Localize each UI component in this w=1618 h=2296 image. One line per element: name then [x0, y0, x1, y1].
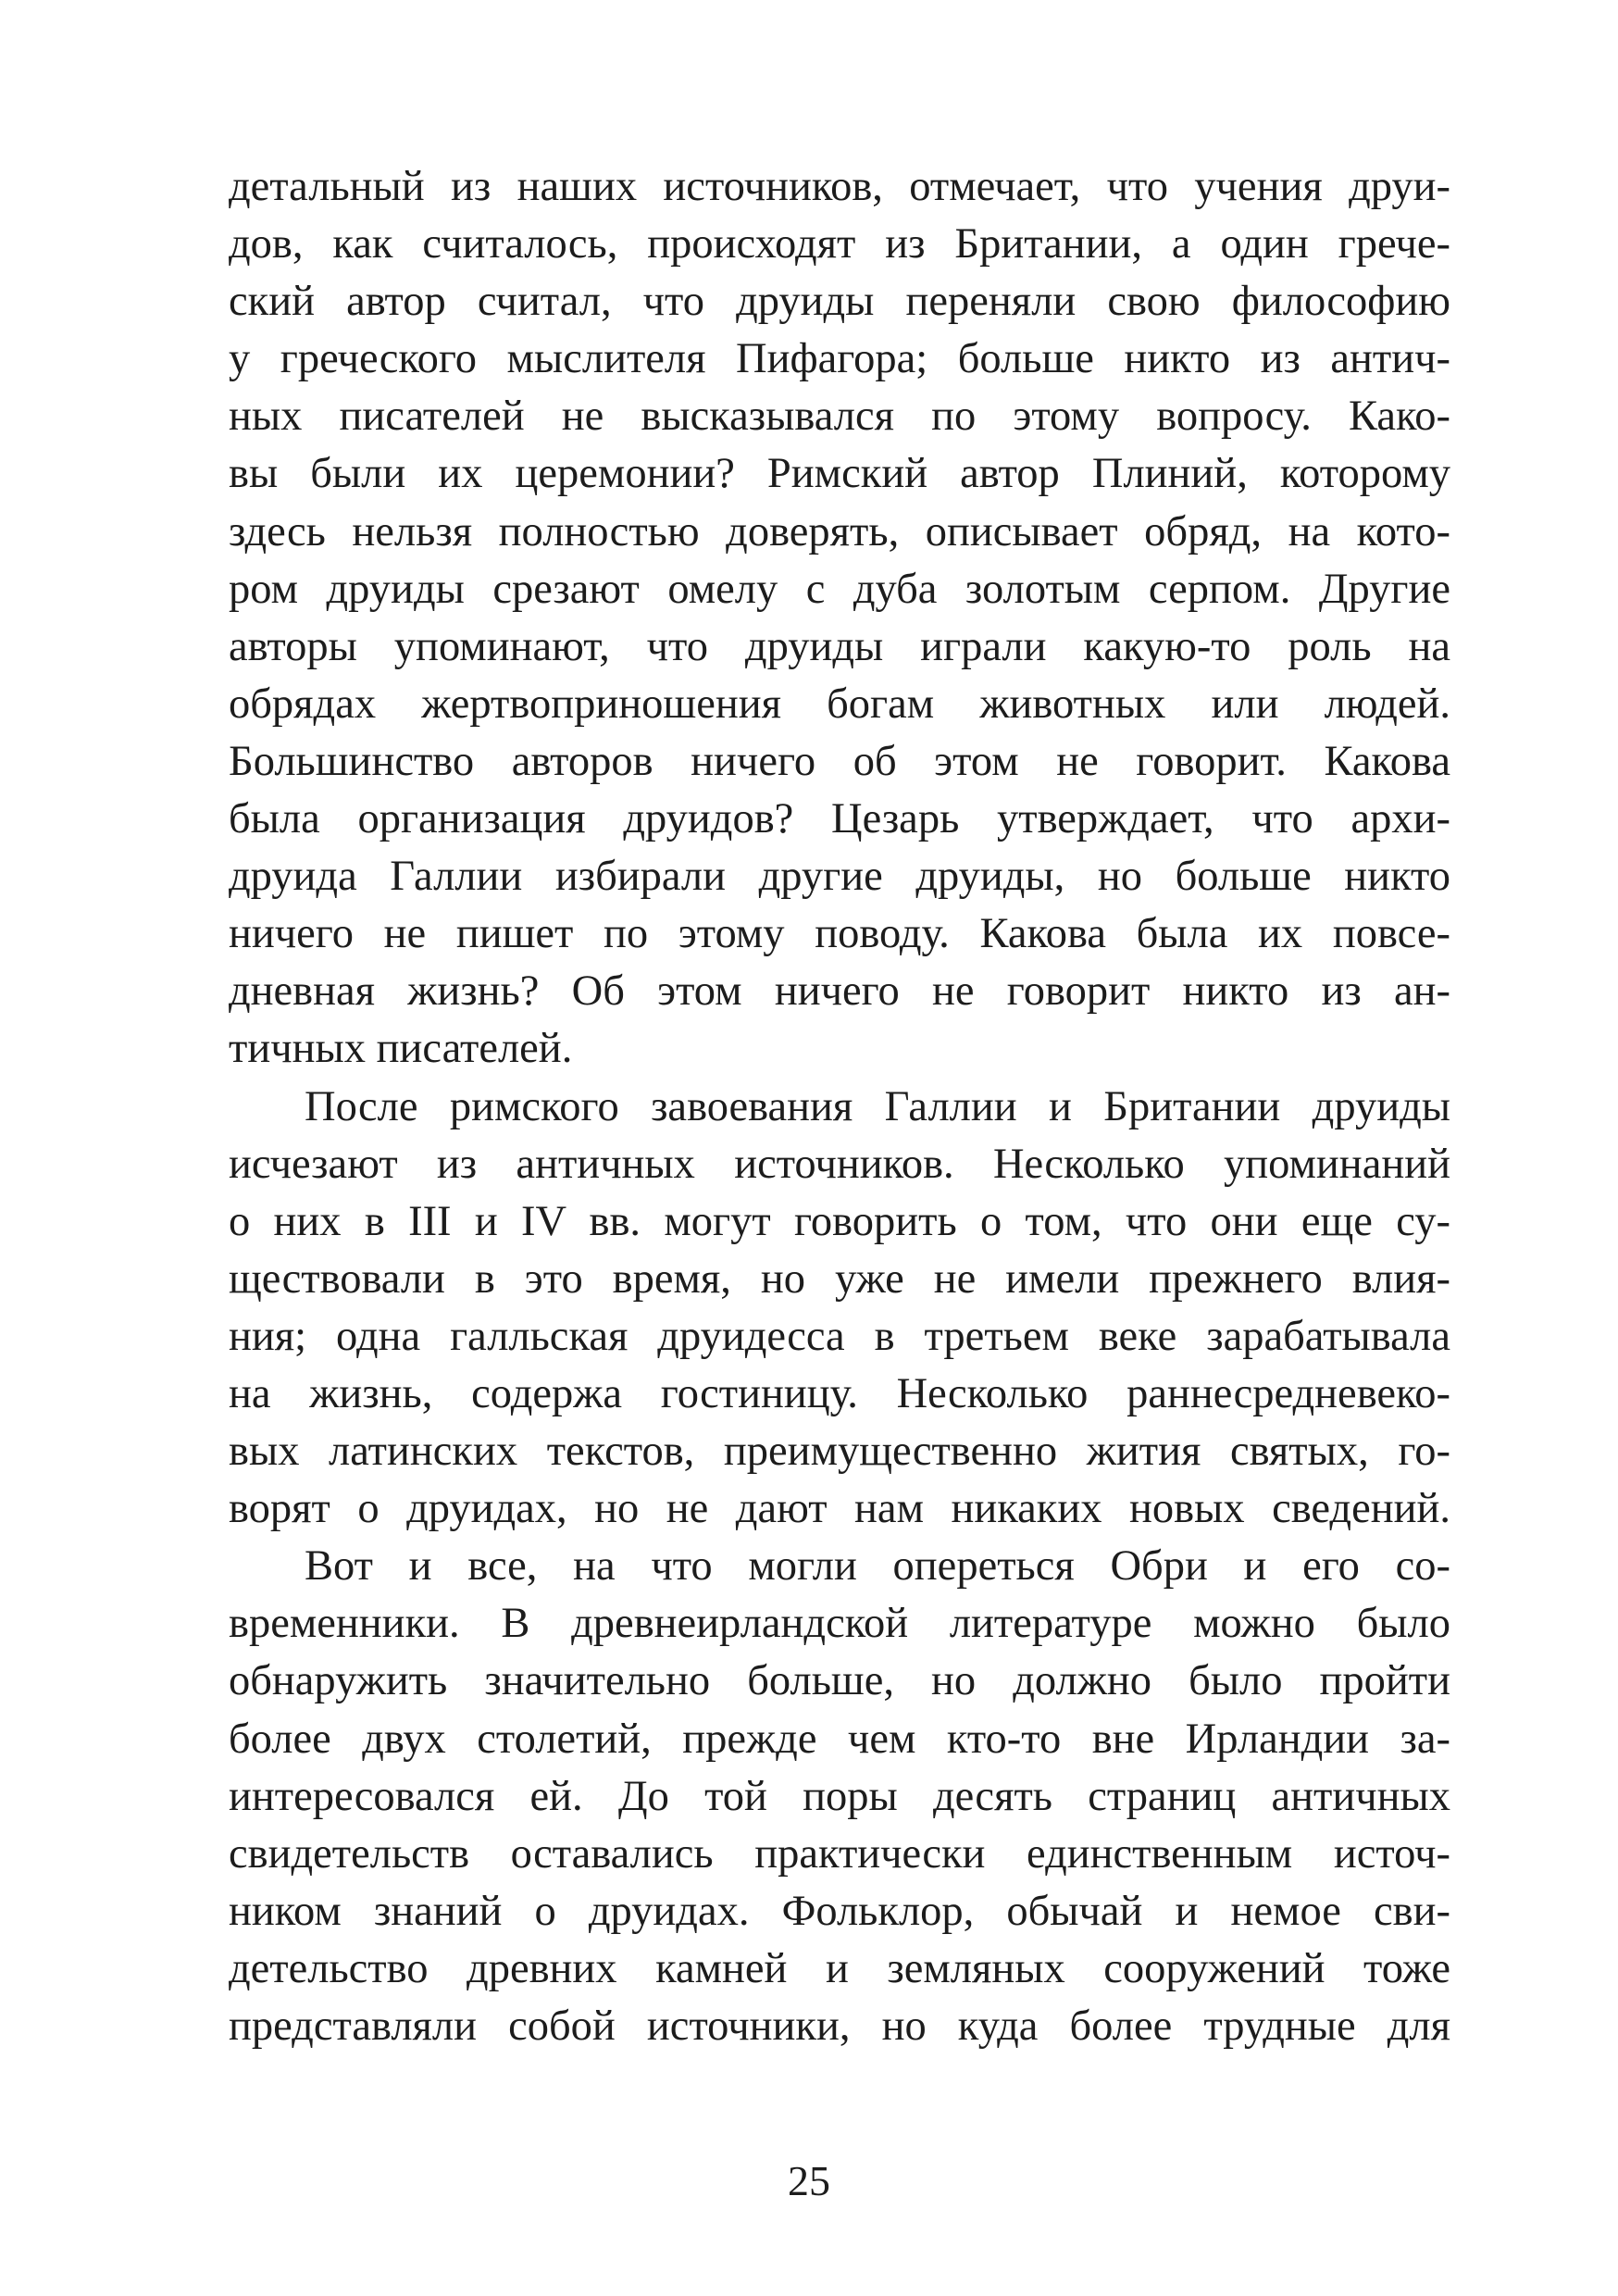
text-line: ворят о друидах, но не дают нам никаких новых сведений.	[229, 1485, 1450, 1533]
text-line: на жизнь, содержа гостиницу. Несколько раннесредневеко-	[229, 1369, 1450, 1417]
text-line: была организация друидов? Цезарь утверждает, что архи-	[229, 795, 1450, 843]
text-line: вы были их церемонии? Римский автор Плиний, которому	[229, 450, 1450, 498]
text-line: интересовался ей. До той поры десять страниц античных	[229, 1772, 1450, 1820]
text-line: детальный из наших источников, отмечает, что учения друи-	[229, 163, 1450, 210]
text-line: тичных писателей.	[229, 1025, 573, 1073]
text-line: дов, как считалось, происходят из Британии, а один грече-	[229, 220, 1450, 268]
text-line: обнаружить значительно больше, но должно было пройти	[229, 1657, 1450, 1705]
text-line: исчезают из античных источников. Несколько упоминаний	[229, 1140, 1450, 1188]
paragraph-1	[229, 158, 1450, 1079]
text-line: временники. В древнеирландской литературе можно было	[229, 1600, 1450, 1648]
text-line: ником знаний о друидах. Фольклор, обычай и немое сви-	[229, 1887, 1450, 1935]
text-line: свидетельств оставались практически единственным источ-	[229, 1829, 1450, 1878]
text-line: обрядах жертвоприношения богам животных или людей.	[229, 680, 1450, 728]
text-line: ществовали в это время, но уже не имели прежнего влия-	[229, 1254, 1450, 1303]
text-line: более двух столетий, прежде чем кто-то вне Ирландии за-	[229, 1715, 1450, 1763]
text-line: После римского завоевания Галлии и Британии друиды	[305, 1082, 1450, 1130]
text-line: ния; одна галльская друидесса в третьем веке зарабатывала	[229, 1312, 1450, 1360]
paragraph-3	[229, 1538, 1450, 2055]
body-text	[229, 158, 1450, 2055]
text-line: вых латинских текстов, преимущественно жития святых, го-	[229, 1428, 1450, 1476]
text-line: ничего не пишет по этому поводу. Какова была их повсе-	[229, 910, 1450, 958]
text-line: здесь нельзя полностью доверять, описывает обряд, на кото-	[229, 507, 1450, 555]
text-line: ных писателей не высказывался по этому вопросу. Како-	[229, 393, 1450, 441]
paragraph-2	[229, 1079, 1450, 1539]
text-line: у греческого мыслителя Пифагора; больше никто из антич-	[229, 335, 1450, 383]
text-line: детельство древних камней и земляных сооружений тоже	[229, 1944, 1450, 1992]
text-line: ский автор считал, что друиды переняли свою философию	[229, 278, 1450, 326]
text-line: друида Галлии избирали другие друиды, но больше никто	[229, 853, 1450, 901]
page-number: 25	[788, 2157, 830, 2204]
text-line: Вот и все, на что могли опереться Обри и его со-	[305, 1542, 1450, 1591]
text-line: авторы упоминают, что друиды играли какую-то роль на	[229, 622, 1450, 670]
text-line: о них в III и IV вв. могут говорить о том, что они еще су-	[229, 1197, 1450, 1245]
text-line: ром друиды срезают омелу с дуба золотым серпом. Другие	[229, 565, 1450, 613]
text-line: представляли собой источники, но куда более трудные для	[229, 2003, 1450, 2050]
text-line: дневная жизнь? Об этом ничего не говорит никто из ан-	[229, 967, 1450, 1016]
text-line: Большинство авторов ничего об этом не говорит. Какова	[229, 737, 1450, 785]
